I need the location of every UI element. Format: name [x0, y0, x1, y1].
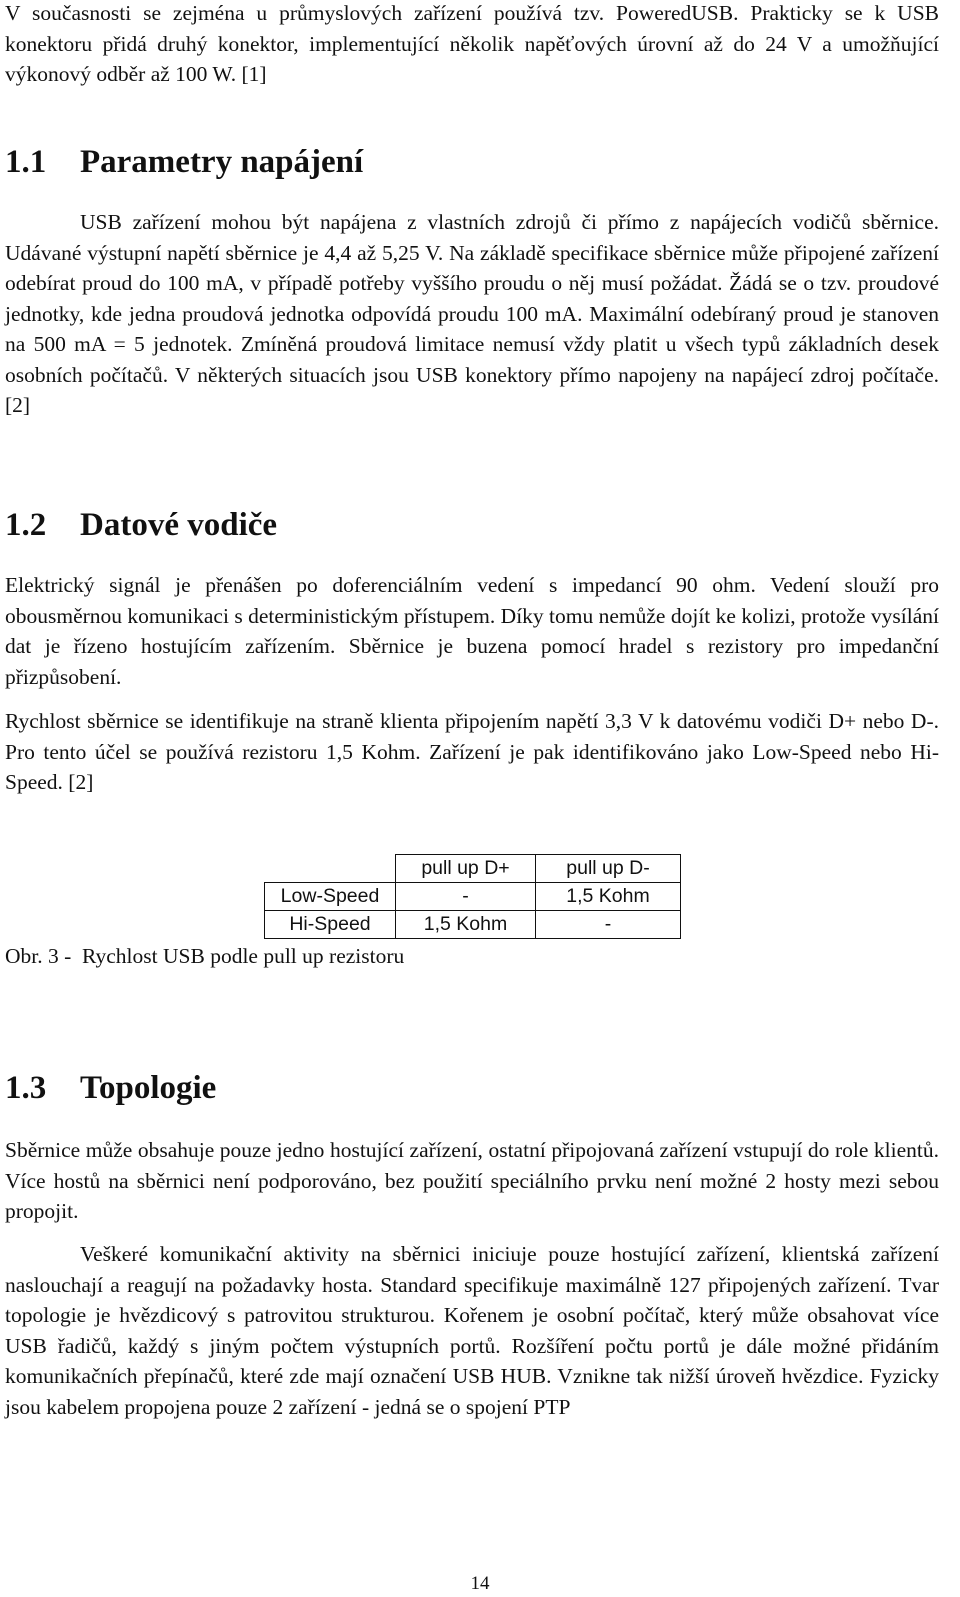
figure-caption: Obr. 3 - Rychlost USB podle pull up rezistoru [5, 944, 405, 968]
section-1-3-paragraph-1: Sběrnice může obsahuje pouze jedno hostující zařízení, ostatní připojovaná zařízení vstupují do role klientů. Více hostů na sběrnici není podporováno, bez použití speciálního prvku není možné 2 hosty mezi sebou propojit. [5, 1138, 939, 1223]
table-cell: Hi-Speed [265, 911, 396, 939]
table-cell: 1,5 Kohm [396, 911, 536, 939]
section-number: 1.3 [5, 1070, 47, 1106]
section-1-3-paragraph-2: Veškeré komunikační aktivity na sběrnici iniciuje pouze hostující zařízení, klientská zařízení naslouchají a reagují na požadavky hosta. Standard specifikuje maximálně 127 připojených zařízení. Tvar topologie je hvězdicový s patrovitou strukturou. Kořenem je osobní počítač, který může obsahovat více USB řadičů, každý s jiným počtem výstupních portů. Rozšíření počtu portů je dále možné přidáním komunikačních přepínačů, které zde mají označení USB HUB. Vznikne tak nižší úroveň hvězdice. Fyzicky jsou kabelem propojena pouze 2 zařízení - jedná se o spojení PTP [5, 1242, 939, 1419]
table-header-row [265, 855, 681, 883]
section-1-2-paragraph-2: Rychlost sběrnice se identifikuje na straně klienta připojením napětí 3,3 V k datovému vodiči D+ nebo D-. Pro tento účel se používá rezistoru 1,5 Kohm. Zařízení je pak identifikováno jako Low-Speed nebo Hi-Speed. [2] [5, 709, 939, 794]
table-cell: - [396, 883, 536, 911]
section-number: 1.2 [5, 507, 47, 543]
intro-paragraph: V současnosti se zejména u průmyslových zařízení používá tzv. PoweredUSB. Prakticky se k USB konektoru přidá druhý konektor, implementující několik napěťových úrovní až do 24 V a umožňující výkonový odběr až 100 W. [1] [5, 1, 939, 86]
section-1-2-paragraph-1: Elektrický signál je přenášen po doferenciálním vedení s impedancí 90 ohm. Vedení slouží pro obousměrnou komunikaci s deterministickým přístupem. Díky tomu nemůže dojít ke kolizi, protože vysílání dat je řízeno hostujícím zařízením. Sběrnice je buzena pomocí hradel s rezistory pro impedanční přizpůsobení. [5, 573, 939, 689]
section-title: Parametry napájení [80, 144, 364, 180]
table-header-cell: pull up D- [536, 855, 681, 883]
table-row [265, 883, 681, 911]
section-title: Topologie [80, 1070, 217, 1106]
section-heading-1-1 [5, 142, 363, 182]
section-title: Datové vodiče [80, 507, 278, 543]
section-1-1-paragraph: USB zařízení mohou být napájena z vlastních zdrojů či přímo z napájecích vodičů sběrnice. Udávané výstupní napětí sběrnice je 4,4 až 5,25 V. Na základě specifikace sběrnice může připojené zařízení odebírat proud do 100 mA, v případě potřeby vyššího proudu o něj musí požádat. Žádá se o tzv. proudové jednotky, kde jedna proudová jednotka odpovídá proudu 100 mA. Maximální odebíraný proud je stanoven na 500 mA = 5 jednotek. Zmíněná proudová limitace nemusí vždy platit u všech typů základních desek osobních počítačů. V některých situacích jsou USB konektory přímo napojeny na napájecí zdroj počítače.[2] [5, 210, 939, 417]
table-cell: - [536, 911, 681, 939]
section-heading-1-3 [5, 1068, 216, 1108]
table-cell: 1,5 Kohm [536, 883, 681, 911]
table-row [265, 911, 681, 939]
table-cell: Low-Speed [265, 883, 396, 911]
page-number: 14 [470, 1573, 490, 1594]
pull-up-table [264, 854, 681, 939]
table-header-cell [265, 855, 396, 883]
section-heading-1-2 [5, 505, 277, 545]
section-number: 1.1 [5, 144, 47, 180]
table-header-cell: pull up D+ [396, 855, 536, 883]
